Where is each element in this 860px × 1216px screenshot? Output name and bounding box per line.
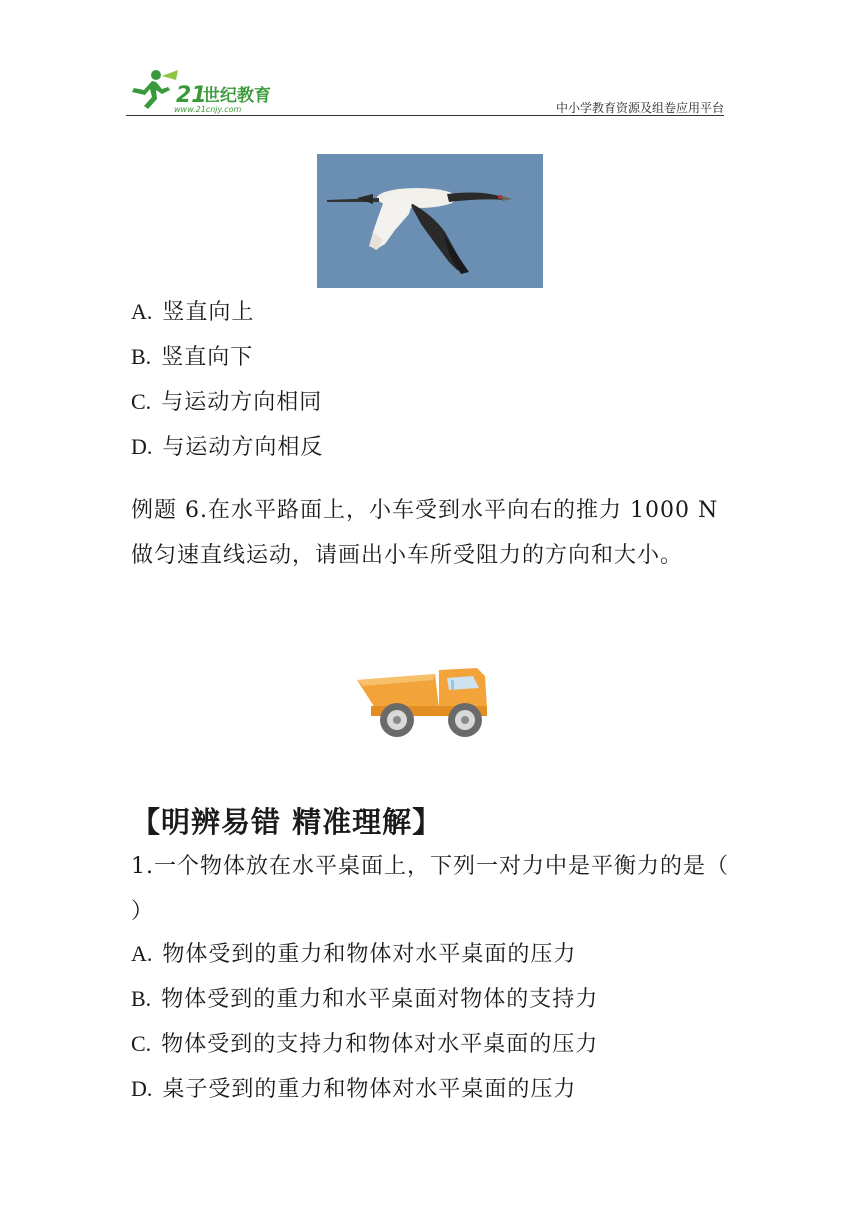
option-label: C. [131, 1031, 152, 1056]
runner-icon [132, 70, 178, 109]
option-text: 与运动方向相反 [162, 435, 324, 460]
q5-option-d [131, 432, 323, 463]
option-label: D. [131, 434, 153, 459]
option-label: A. [131, 299, 153, 324]
svg-text:www.21cnjy.com: www.21cnjy.com [174, 105, 242, 114]
header-divider [126, 115, 724, 116]
q5-option-c [131, 387, 322, 418]
option-text: 竖直向上 [162, 300, 255, 325]
flying-crane-image [317, 154, 543, 288]
q1-option-b [131, 984, 598, 1015]
q1-option-c [131, 1029, 598, 1060]
site-logo [126, 66, 296, 114]
header-tagline: 中小学教育资源及组卷应用平台 [555, 101, 724, 115]
example-6-text: 例题 6.在水平路面上，小车受到水平向右的推力 1000 N 做匀速直线运动，请画出小车所受阻力的方向和大小。 [131, 498, 719, 568]
option-text: 物体受到的重力和物体对水平桌面的压力 [162, 942, 577, 967]
option-label: A. [131, 941, 153, 966]
option-text: 物体受到的重力和水平桌面对物体的支持力 [161, 987, 599, 1012]
option-label: B. [131, 344, 152, 369]
q5-option-a [131, 297, 254, 328]
svg-text:21: 21 [176, 83, 207, 108]
q1-option-d [131, 1074, 576, 1105]
option-text: 与运动方向相同 [161, 390, 323, 415]
option-text: 物体受到的支持力和物体对水平桌面的压力 [161, 1032, 599, 1057]
option-text: 竖直向下 [161, 345, 254, 370]
option-label: C. [131, 389, 152, 414]
q1-stem: 1.一个物体放在水平桌面上，下列一对力中是平衡力的是（ ） [131, 854, 729, 924]
dump-truck-image [355, 664, 491, 744]
q5-option-b [131, 342, 253, 373]
svg-text:世纪教育: 世纪教育 [203, 86, 271, 106]
option-label: B. [131, 986, 152, 1011]
section-title: 【明辨易错 精准理解】 [131, 805, 443, 839]
option-text: 桌子受到的重力和物体对水平桌面的压力 [162, 1077, 577, 1102]
q1-option-a [131, 939, 576, 970]
page-header [126, 66, 724, 116]
option-label: D. [131, 1076, 153, 1101]
